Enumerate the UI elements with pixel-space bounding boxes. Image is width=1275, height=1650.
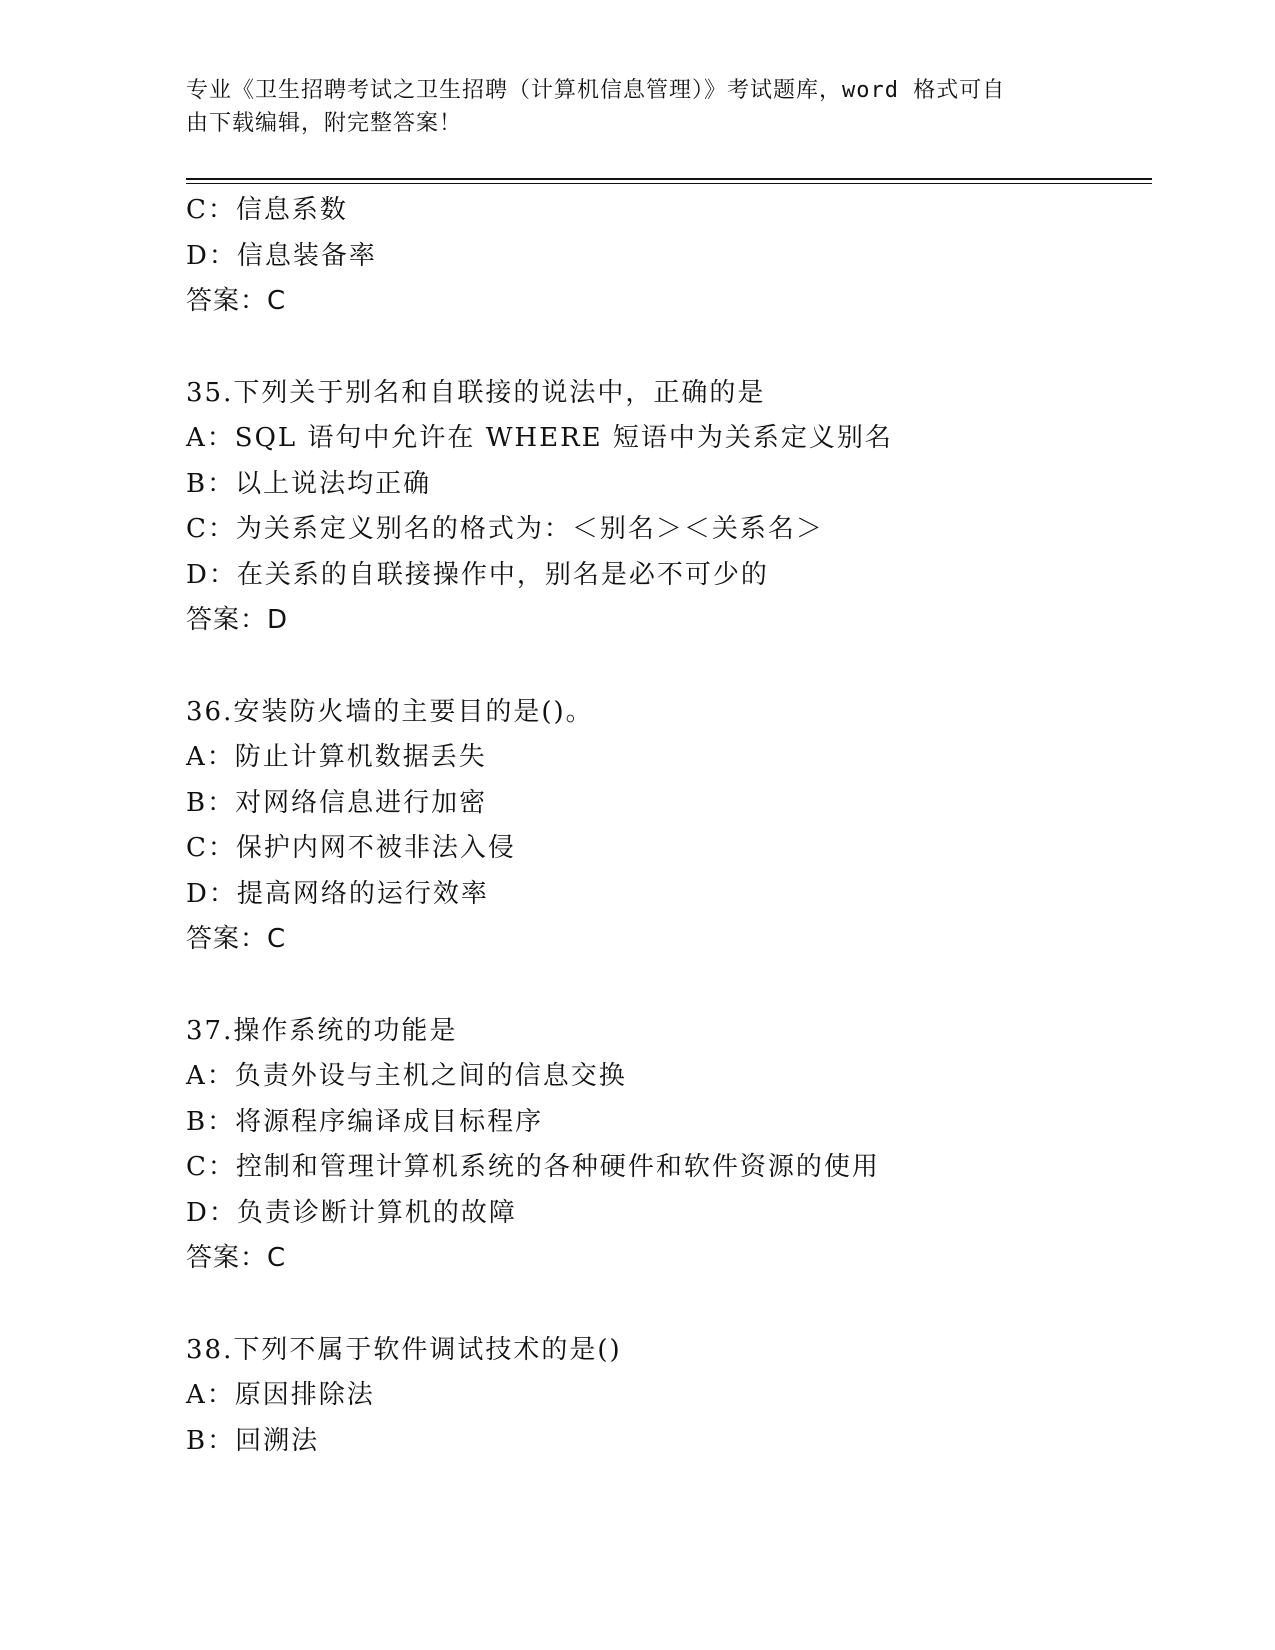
option-d: D：信息装备率 — [186, 240, 377, 271]
option-a: A：负责外设与主机之间的信息交换 — [186, 1061, 627, 1091]
header-divider-thin — [186, 183, 1152, 184]
option-c: C：为关系定义别名的格式为：＜别名＞＜关系名＞ — [186, 514, 824, 544]
question-stem: 37.操作系统的功能是 — [186, 1015, 458, 1046]
option-d: D：在关系的自联接操作中，别名是必不可少的 — [186, 559, 769, 590]
header-line-2: 由下载编辑，附完整答案！ — [186, 111, 463, 136]
document-body — [186, 188, 1152, 1464]
spacer — [186, 644, 1152, 690]
answer-line: 答案：C — [186, 1243, 287, 1273]
question-38 — [186, 1328, 1152, 1465]
option-b: B：以上说法均正确 — [186, 468, 432, 499]
question-35 — [186, 371, 1152, 644]
question-stem: 38.下列不属于软件调试技术的是() — [186, 1334, 622, 1365]
option-a: A：防止计算机数据丢失 — [186, 742, 487, 772]
option-c: C：控制和管理计算机系统的各种硬件和软件资源的使用 — [186, 1152, 880, 1182]
option-a: A：SQL 语句中允许在 WHERE 短语中为关系定义别名 — [186, 423, 893, 453]
option-b: B：将源程序编译成目标程序 — [186, 1106, 544, 1137]
option-d: D：提高网络的运行效率 — [186, 878, 489, 909]
spacer — [186, 325, 1152, 371]
option-c: C：信息系数 — [186, 195, 348, 225]
option-d: D：负责诊断计算机的故障 — [186, 1197, 517, 1228]
answer-line: 答案：D — [186, 605, 289, 635]
spacer — [186, 963, 1152, 1009]
question-stem: 35.下列关于别名和自联接的说法中，正确的是 — [186, 377, 766, 408]
question-36 — [186, 690, 1152, 963]
continued-question — [186, 188, 1152, 325]
header-divider-thick — [186, 178, 1152, 180]
question-stem: 36.安装防火墙的主要目的是()。 — [186, 696, 594, 727]
option-b: B：回溯法 — [186, 1425, 320, 1456]
option-a: A：原因排除法 — [186, 1380, 375, 1410]
option-c: C：保护内网不被非法入侵 — [186, 833, 516, 863]
answer-line: 答案：C — [186, 286, 287, 316]
spacer — [186, 1282, 1152, 1328]
header-line-1: 专业《卫生招聘考试之卫生招聘（计算机信息管理）》考试题库，word 格式可自 — [186, 78, 1006, 103]
option-b: B：对网络信息进行加密 — [186, 787, 488, 818]
document-header — [186, 74, 1066, 140]
question-37 — [186, 1009, 1152, 1282]
answer-line: 答案：C — [186, 924, 287, 954]
